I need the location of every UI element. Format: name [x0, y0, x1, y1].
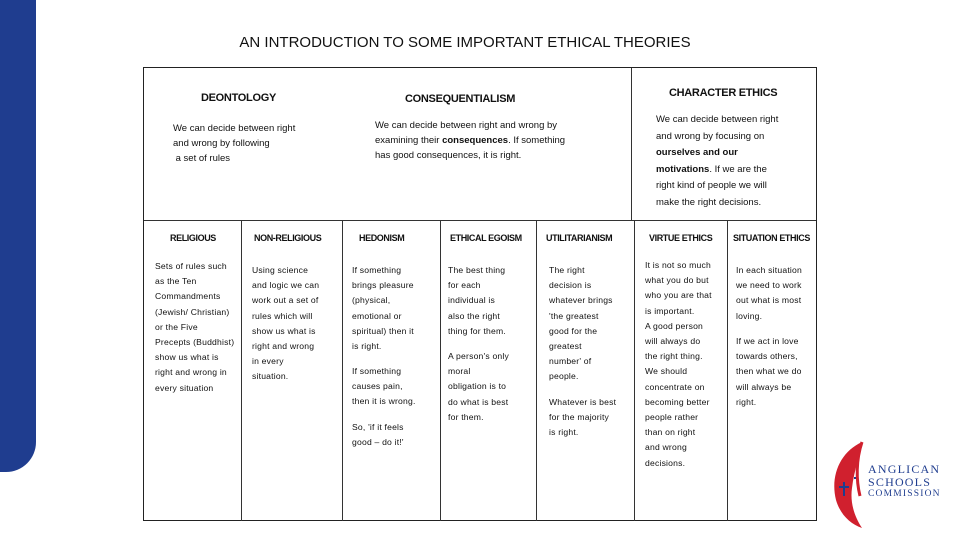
consequentialism-description: We can decide between right and wrong by examining their consequences. If something has good consequences, it is right.: [375, 120, 566, 161]
character-ethics-description: We can decide between right and wrong by focusing on ourselves and our motivations. If we are the right kind of people we will make the right decisions.: [656, 114, 779, 208]
deontology-heading: DEONTOLOGY: [201, 92, 277, 104]
non-religious-text: Using science and logic we can work out a set of rules which will show us what is right and wrong in every situation.: [252, 265, 320, 382]
divider-horizontal: [144, 220, 816, 221]
ethical-egoism-text-a: The best thing for each individual is also the right thing for them.: [448, 265, 506, 336]
divider-v4: [536, 220, 537, 521]
utilitarianism-text-a: The right decision is whatever brings 'the greatest good for the greatest number' of people.: [549, 265, 613, 382]
religious-text: Sets of rules such as the Ten Commandments (Jewish/ Christian) or the Five Precepts (Buddhist) show us what is right and wrong in every situation: [155, 261, 235, 393]
hedonism-text-a: If something brings pleasure (physical, emotional or spiritual) then it is right.: [352, 265, 414, 352]
hedonism-text-b: If something causes pain, then it is wrong.: [352, 366, 416, 407]
subheading-utilitarianism: UTILITARIANISM: [546, 233, 613, 243]
situation-ethics-text-a: In each situation we need to work out what is most loving.: [736, 265, 802, 321]
subheading-ethical-egoism: ETHICAL EGOISM: [450, 233, 522, 243]
subheading-non-religious: NON-RELIGIOUS: [254, 233, 322, 243]
divider-top-1: [631, 68, 632, 220]
deontology-description: We can decide between right and wrong by following a set of rules: [173, 123, 296, 164]
subheading-religious: RELIGIOUS: [170, 233, 216, 243]
virtue-ethics-text: It is not so much what you do but who you are that is important. A good person will always do the right thing. We should concentrate on becoming better people rather than on right and wrong decisions.: [645, 260, 712, 468]
consequentialism-heading: CONSEQUENTIALISM: [405, 93, 516, 105]
page-title: AN INTRODUCTION TO SOME IMPORTANT ETHICAL THEORIES: [239, 34, 691, 51]
situation-ethics-text-b: If we act in love towards others, then what we do will always be right.: [736, 336, 802, 407]
utilitarianism-text-b: Whatever is best for the majority is right.: [549, 397, 617, 438]
hedonism-text-c: So, 'if it feels good – do it!': [352, 422, 404, 448]
character-ethics-heading: CHARACTER ETHICS: [669, 87, 778, 99]
divider-v1: [241, 220, 242, 521]
divider-v2: [342, 220, 343, 521]
ethical-egoism-text-b: A person's only moral obligation is to do what is best for them.: [448, 351, 510, 422]
divider-v3: [440, 220, 441, 521]
subheading-situation-ethics: SITUATION ETHICS: [733, 233, 810, 243]
anglican-schools-logo: [826, 440, 946, 530]
left-decorative-bar: [0, 0, 36, 472]
divider-v5: [634, 220, 635, 521]
divider-v6: [727, 220, 728, 521]
ethics-table: [143, 67, 817, 521]
subheading-virtue-ethics: VIRTUE ETHICS: [649, 233, 713, 243]
logo-text: ANGLICAN SCHOOLS COMMISSION: [868, 462, 941, 499]
subheading-hedonism: HEDONISM: [359, 233, 405, 243]
